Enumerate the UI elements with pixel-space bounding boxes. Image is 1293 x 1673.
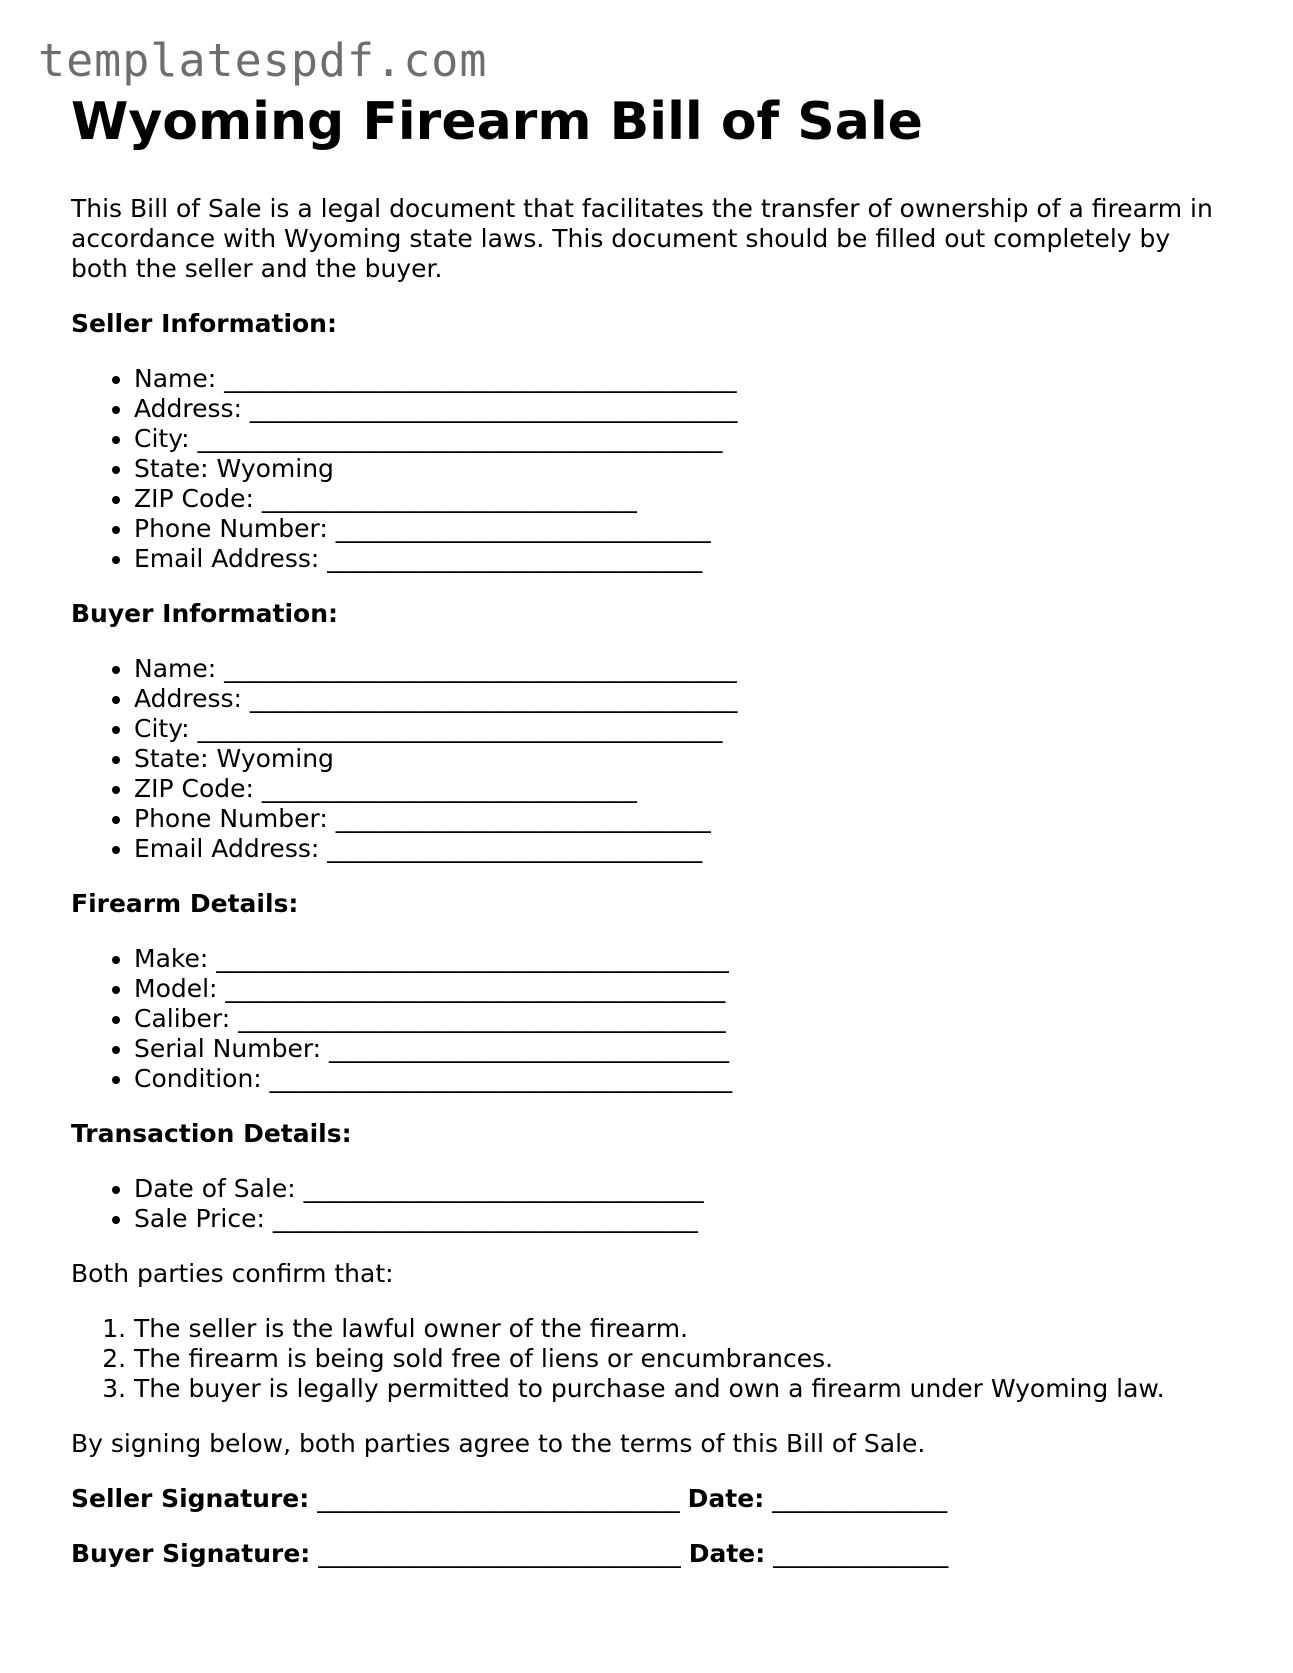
seller-address-field[interactable]: • Address: _______________________________________ [134,394,1231,424]
seller-phone-field[interactable]: • Phone Number: ______________________________ [134,514,1231,544]
firearm-list [71,944,1231,1094]
firearm-model-field[interactable]: • Model: ________________________________________ [134,974,1231,1004]
sale-date-field[interactable]: • Date of Sale: ________________________________ [134,1174,1231,1204]
intro-paragraph: This Bill of Sale is a legal document that facilitates the transfer of ownership of a firearm in accordance with Wyoming state laws. This document should be filled out completely by both the seller and the buyer. [71,194,1213,283]
seller-date-line[interactable]: ______________ [764,1484,948,1513]
seller-city-field[interactable]: • City: __________________________________________ [134,424,1231,454]
buyer-signature-label: Buyer Signature: [71,1539,311,1568]
document-body [71,92,1231,1569]
firearm-serial-field[interactable]: • Serial Number: ________________________________ [134,1034,1231,1064]
firearm-make-field[interactable]: • Make: _________________________________________ [134,944,1231,974]
seller-email-field[interactable]: • Email Address: ______________________________ [134,544,1231,574]
buyer-address-field[interactable]: • Address: _______________________________________ [134,684,1231,714]
buyer-signature-line[interactable]: _____________________________ [310,1539,689,1568]
seller-state-field: • State: Wyoming [134,454,1231,484]
confirm-item: 2. The firearm is being sold free of liens or encumbrances. [134,1344,1231,1374]
buyer-heading: Buyer Information: [71,599,339,628]
seller-signature-label: Seller Signature: [71,1484,310,1513]
buyer-name-field[interactable]: • Name: _________________________________________ [134,654,1231,684]
watermark: templatespdf.com [38,34,488,87]
buyer-email-field[interactable]: • Email Address: ______________________________ [134,834,1231,864]
agreement-text: By signing below, both parties agree to the terms of this Bill of Sale. [71,1429,926,1458]
seller-zip-field[interactable]: • ZIP Code: ______________________________ [134,484,1231,514]
seller-signature-line[interactable]: _____________________________ [309,1484,688,1513]
seller-heading: Seller Information: [71,309,337,338]
buyer-city-field[interactable]: • City: __________________________________________ [134,714,1231,744]
document-title: Wyoming Firearm Bill of Sale [71,92,923,152]
buyer-date-label: Date: [688,1539,766,1568]
buyer-signature-row [71,1539,1231,1569]
seller-list [71,364,1231,574]
buyer-date-line[interactable]: ______________ [765,1539,949,1568]
confirm-item: 3. The buyer is legally permitted to purchase and own a firearm under Wyoming law. [134,1374,1231,1404]
buyer-zip-field[interactable]: • ZIP Code: ______________________________ [134,774,1231,804]
transaction-list [71,1174,1231,1234]
seller-date-label: Date: [687,1484,765,1513]
firearm-condition-field[interactable]: • Condition: _____________________________________ [134,1064,1231,1094]
confirm-list [71,1314,1231,1404]
confirm-item: 1. The seller is the lawful owner of the firearm. [134,1314,1231,1344]
buyer-state-field: • State: Wyoming [134,744,1231,774]
buyer-list [71,654,1231,864]
confirm-intro: Both parties confirm that: [71,1259,394,1288]
seller-name-field[interactable]: • Name: _________________________________________ [134,364,1231,394]
firearm-heading: Firearm Details: [71,889,299,918]
seller-signature-row [71,1484,1231,1514]
buyer-phone-field[interactable]: • Phone Number: ______________________________ [134,804,1231,834]
sale-price-field[interactable]: • Sale Price: __________________________________ [134,1204,1231,1234]
firearm-caliber-field[interactable]: • Caliber: _______________________________________ [134,1004,1231,1034]
transaction-heading: Transaction Details: [71,1119,352,1148]
